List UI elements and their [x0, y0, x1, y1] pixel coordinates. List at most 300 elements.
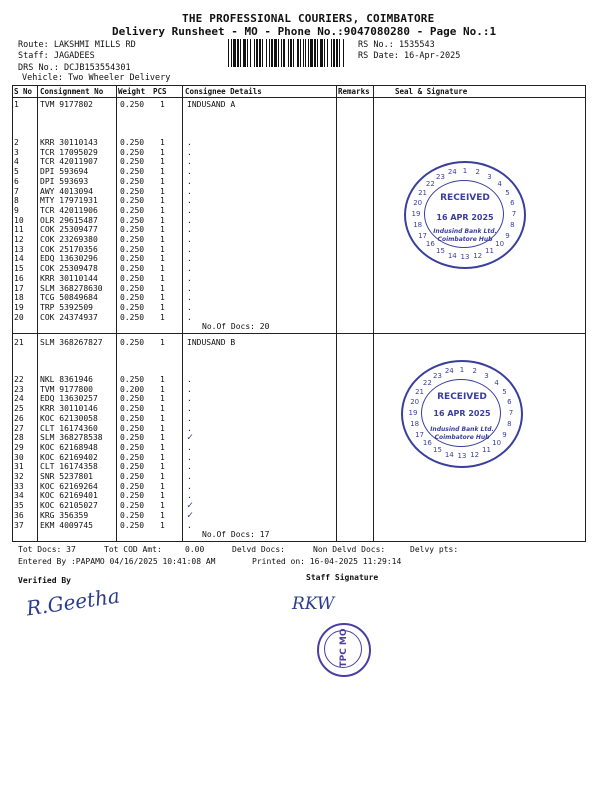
consignee-mark: .	[187, 225, 192, 235]
weight: 0.250	[120, 138, 145, 147]
sno: 2	[14, 138, 19, 147]
barcode-bar	[254, 39, 255, 67]
barcode-bar	[283, 39, 285, 67]
pcs: 1	[160, 264, 165, 274]
stamp-number: 23	[433, 371, 442, 380]
stamp-received: RECEIVED	[437, 392, 487, 402]
entered-by: Entered By :PAPAMO 04/16/2025 10:41:08 AM	[18, 557, 216, 566]
sno: 15	[14, 264, 24, 274]
pcs: 1	[160, 196, 165, 206]
consignee-mark: .	[187, 186, 192, 196]
stamp-hub: Coimbatore Hub	[434, 434, 490, 441]
pcs: 1	[160, 283, 165, 293]
consignee-mark: ✓	[187, 509, 194, 521]
weight: 0.250	[120, 302, 145, 312]
staff-signature-label: Staff Signature	[306, 573, 379, 582]
stamp-number: 22	[425, 179, 435, 188]
stamp-number: 7	[511, 210, 517, 218]
weight: 0.250	[120, 491, 145, 501]
sno: 35	[14, 501, 24, 511]
stamp-number: 18	[413, 221, 423, 230]
barcode-bar	[336, 39, 338, 67]
weight: 0.250	[120, 375, 145, 384]
sno: 18	[14, 293, 24, 303]
weight: 0.250	[120, 157, 145, 167]
consignment-no: OLR 29615487	[40, 215, 98, 225]
tot-docs: Tot Docs: 37	[18, 545, 76, 554]
weight: 0.250	[120, 244, 145, 254]
stamp-number: 9	[502, 430, 507, 439]
delvy-pts: Delvy pts:	[410, 545, 459, 554]
barcode-bar	[231, 39, 232, 67]
stamp-bank: Indusind Bank Ltd.	[430, 426, 494, 433]
weight: 0.250	[120, 273, 145, 283]
stamp-number: 19	[408, 409, 418, 417]
stamp-number: 21	[418, 188, 428, 197]
stamp-number: 21	[415, 387, 425, 396]
pcs: 1	[160, 442, 165, 452]
sno: 19	[14, 302, 24, 312]
stamp-number: 14	[447, 251, 457, 260]
header-pcs: PCS	[153, 87, 167, 96]
sno: 17	[14, 283, 24, 293]
weight: 0.250	[120, 147, 145, 157]
stamp-number: 19	[411, 210, 421, 218]
sno: 20	[14, 312, 24, 322]
route: Route: LAKSHMI MILLS RD	[18, 40, 136, 50]
consignee-mark: .	[187, 472, 192, 481]
consignee-mark: .	[187, 293, 192, 303]
weight: 0.250	[120, 205, 145, 215]
sno: 37	[14, 520, 24, 530]
weight: 0.250	[120, 452, 145, 462]
consignee-mark: .	[187, 273, 192, 283]
sno: 21	[14, 338, 24, 347]
stamp-number: 24	[447, 168, 457, 177]
weight: 0.250	[120, 442, 145, 452]
verified-by: Verified By	[18, 576, 71, 585]
col-rule	[585, 85, 586, 541]
consignment-no: EKM 4009745	[40, 520, 93, 530]
stamp-number: 13	[460, 253, 470, 261]
consignment-no: KOC 62105027	[40, 501, 98, 511]
sno: 12	[14, 235, 24, 244]
sno: 3	[14, 147, 19, 157]
stamp-number: 7	[508, 409, 514, 417]
verified-signature: R.Geetha	[24, 583, 122, 621]
consignment-no: NKL 8361946	[40, 375, 93, 384]
tpc-stamp	[317, 623, 371, 677]
consignee-mark: .	[187, 138, 192, 147]
weight: 0.250	[120, 186, 145, 196]
barcode-bar	[281, 39, 282, 67]
tot-cod-label: Tot COD Amt:	[104, 545, 162, 554]
consignee-mark: .	[187, 442, 192, 452]
consignment-no: TVM 9177800	[40, 384, 93, 394]
consignee-mark: .	[187, 215, 192, 225]
pcs: 1	[160, 338, 165, 347]
consignee-mark: .	[187, 462, 192, 472]
sno: 26	[14, 413, 24, 423]
sno: 23	[14, 384, 24, 394]
consignment-no: EDQ 13630257	[40, 394, 98, 404]
weight: 0.250	[120, 264, 145, 274]
sno: 6	[14, 176, 19, 186]
consignee-mark: .	[187, 384, 192, 394]
weight: 0.250	[120, 413, 145, 423]
rs-number: RS No.: 1535543	[358, 40, 435, 50]
consignee-mark: .	[187, 254, 192, 264]
sno: 28	[14, 433, 24, 443]
consignee-mark: .	[187, 235, 192, 244]
pcs: 1	[160, 404, 165, 414]
stamp-received: RECEIVED	[440, 193, 490, 203]
consignment-no: KOC 62169264	[40, 481, 98, 491]
barcode-bar	[333, 39, 335, 67]
weight: 0.250	[120, 235, 145, 244]
barcode-bar	[297, 39, 299, 67]
consignment-no: COK 24374937	[40, 312, 98, 322]
stamp-date: 16 APR 2025	[436, 213, 494, 222]
weight: 0.250	[120, 472, 145, 481]
table-top-rule	[12, 85, 586, 86]
vehicle: Vehicle: Two Wheeler Delivery	[22, 73, 171, 83]
consignment-no: KOC 62168948	[40, 442, 98, 452]
weight: 0.200	[120, 384, 145, 394]
stamp-number: 20	[410, 397, 420, 406]
pcs: 1	[160, 384, 165, 394]
stamp-number: 10	[495, 240, 505, 249]
pcs: 1	[160, 491, 165, 501]
consignee-mark: .	[187, 176, 192, 186]
barcode-bar	[310, 39, 313, 67]
header-remarks: Remarks	[338, 87, 370, 96]
pcs: 1	[160, 293, 165, 303]
barcode-bar	[327, 39, 328, 67]
sno: 11	[14, 225, 24, 235]
consignment-no: TCR 42011906	[40, 205, 98, 215]
consignee-mark: ✓	[187, 432, 194, 444]
stamp-number: 1	[462, 167, 468, 175]
stamp-number: 11	[482, 446, 491, 455]
consignment-no: KOC 62130058	[40, 413, 98, 423]
consignee-name: INDUSAND A	[187, 100, 236, 109]
drs-number: DRS No.: DCJB153554301	[18, 63, 131, 73]
stamp-number: 11	[485, 247, 494, 256]
consignment-no: KOC 62169402	[40, 452, 98, 462]
consignee-mark: .	[187, 394, 192, 404]
weight: 0.250	[120, 510, 145, 520]
stamp-number: 8	[507, 420, 512, 429]
consignee-mark: .	[187, 312, 192, 322]
sno: 13	[14, 244, 24, 254]
pcs: 1	[160, 244, 165, 254]
consignee-mark: .	[187, 205, 192, 215]
consignee-mark: .	[187, 167, 192, 177]
table-row	[14, 100, 19, 110]
header-weight: Weight	[118, 87, 146, 96]
stamp-number: 23	[436, 172, 445, 181]
sno: 24	[14, 394, 24, 404]
stamp-number: 12	[470, 450, 480, 459]
sno: 25	[14, 404, 24, 414]
sno: 8	[14, 196, 19, 206]
staff: Staff: JAGADEES	[18, 51, 95, 61]
barcode-bar	[324, 39, 325, 67]
header-sno: S No	[14, 87, 33, 96]
stamp-number: 6	[510, 198, 515, 207]
printed-on: Printed on: 16-04-2025 11:29:14	[252, 557, 402, 566]
stamp-number: 5	[502, 387, 507, 396]
consignee-mark: .	[187, 481, 192, 491]
stamp-number: 9	[505, 231, 510, 240]
col-rule	[182, 85, 183, 541]
consignment-no: COK 25170356	[40, 244, 98, 254]
weight: 0.250	[120, 520, 145, 530]
consignment-no: SLM 368267827	[40, 338, 103, 347]
barcode-bar	[259, 39, 261, 67]
consignment-no: TVM 9177802	[40, 100, 93, 109]
sno: 22	[14, 375, 24, 384]
header-seal: Seal & Signature	[395, 87, 468, 96]
sno: 31	[14, 462, 24, 472]
consignment-no: EDQ 13630296	[40, 254, 98, 264]
consignment-no: KRR 30110144	[40, 273, 98, 283]
weight: 0.250	[120, 196, 145, 206]
stamp-number: 12	[473, 251, 483, 260]
sno: 29	[14, 442, 24, 452]
stamp-number: 3	[484, 371, 489, 380]
barcode-bar	[256, 39, 258, 67]
barcode-bar	[269, 39, 270, 67]
barcode-bar	[247, 39, 248, 67]
barcode-bar	[243, 39, 246, 67]
header-consignee: Consignee Details	[185, 87, 262, 96]
barcode-bar	[266, 39, 267, 67]
pcs: 1	[160, 413, 165, 423]
pcs: 1	[160, 138, 165, 147]
consignment-no: CLT 16174358	[40, 462, 98, 472]
consignment-no: KRG 356359	[40, 510, 89, 520]
stamp-number: 16	[422, 439, 432, 448]
consignment-no: COK 25309478	[40, 264, 98, 274]
tot-cod-value: 0.00	[185, 545, 205, 554]
pcs: 1	[160, 147, 165, 157]
sno: 5	[14, 167, 19, 177]
stamp-number: 3	[487, 172, 492, 181]
stamp-number: 13	[457, 452, 467, 460]
stamp-number: 2	[475, 168, 480, 177]
barcode	[228, 39, 346, 67]
barcode-bar	[303, 39, 304, 67]
sno: 33	[14, 481, 24, 491]
sno: 4	[14, 157, 19, 167]
barcode-bar	[271, 39, 273, 67]
stamp-number: 20	[413, 198, 423, 207]
consignment-no: COK 25309477	[40, 225, 98, 235]
weight: 0.250	[120, 254, 145, 264]
weight: 0.250	[120, 433, 145, 443]
header-consignment: Consignment No	[40, 87, 104, 96]
consignee-mark: .	[187, 244, 192, 254]
pcs: 1	[160, 472, 165, 481]
stamp-number: 5	[505, 188, 510, 197]
barcode-bar	[288, 39, 289, 67]
pcs: 1	[160, 433, 165, 443]
col-rule	[12, 85, 13, 541]
stamp-hub: Coimbatore Hub	[437, 236, 493, 243]
consignee-mark: .	[187, 423, 192, 433]
weight: 0.250	[120, 501, 145, 511]
consignee-mark: .	[187, 196, 192, 206]
consignment-no: TCR 42011907	[40, 157, 98, 167]
weight: 0.250	[120, 423, 145, 433]
barcode-bar	[290, 39, 292, 67]
consignment-no: TRP 5392509	[40, 302, 93, 312]
stamp-number: 17	[418, 231, 428, 240]
stamp-number: 15	[436, 247, 445, 256]
stamp-number: 24	[444, 367, 454, 376]
consignee-name: INDUSAND B	[187, 338, 236, 347]
no-of-docs: No.Of Docs: 20	[202, 322, 270, 331]
pcs: 1	[160, 225, 165, 235]
consignee-mark: .	[187, 147, 192, 157]
rs-date: RS Date: 16-Apr-2025	[358, 51, 461, 61]
consignee-mark: .	[187, 520, 192, 530]
pcs: 1	[160, 501, 165, 511]
pcs: 1	[160, 302, 165, 312]
sno: 14	[14, 254, 24, 264]
col-rule	[37, 85, 38, 541]
delvd-docs: Delvd Docs:	[232, 545, 285, 554]
stamp-number: 17	[415, 430, 425, 439]
consignment-no: KRR 30110143	[40, 138, 98, 147]
barcode-bar	[250, 39, 251, 67]
col-rule	[336, 85, 337, 541]
col-rule	[116, 85, 117, 541]
sno: 1	[14, 100, 19, 109]
pcs: 1	[160, 235, 165, 244]
consignee-mark: .	[187, 375, 192, 384]
received-stamp	[401, 360, 523, 468]
weight: 0.250	[120, 462, 145, 472]
pcs: 1	[160, 452, 165, 462]
pcs: 1	[160, 520, 165, 530]
weight: 0.250	[120, 283, 145, 293]
group-separator	[12, 333, 586, 334]
runsheet-title: Delivery Runsheet - MO - Phone No.:9047080280 - Page No.:1	[112, 25, 497, 38]
barcode-bar	[274, 39, 277, 67]
stamp-number: 22	[422, 378, 432, 387]
barcode-bar	[308, 39, 309, 67]
consignment-no: CLT 16174360	[40, 423, 98, 433]
consignee-mark: ✓	[187, 500, 194, 512]
consignment-no: DPI 593694	[40, 167, 89, 177]
consignee-mark: .	[187, 302, 192, 312]
table-header-rule	[12, 97, 586, 98]
pcs: 1	[160, 394, 165, 404]
pcs: 1	[160, 462, 165, 472]
pcs: 1	[160, 254, 165, 264]
col-rule	[373, 85, 374, 541]
sno: 34	[14, 491, 24, 501]
sno: 16	[14, 273, 24, 283]
pcs: 1	[160, 186, 165, 196]
barcode-bar	[317, 39, 318, 67]
pcs: 1	[160, 100, 165, 109]
sno: 7	[14, 186, 19, 196]
pcs: 1	[160, 205, 165, 215]
consignee-mark: .	[187, 283, 192, 293]
barcode-bar	[228, 39, 229, 67]
stamp-number: 4	[494, 378, 499, 387]
received-stamp	[404, 161, 526, 269]
barcode-bar	[331, 39, 332, 67]
sno: 36	[14, 510, 24, 520]
weight: 0.250	[120, 312, 145, 322]
stamp-date: 16 APR 2025	[433, 409, 491, 418]
barcode-bar	[343, 39, 344, 67]
weight: 0.250	[120, 404, 145, 414]
weight: 0.250	[120, 293, 145, 303]
weight: 0.250	[120, 481, 145, 491]
weight: 0.250	[120, 215, 145, 225]
barcode-bar	[300, 39, 301, 67]
pcs: 1	[160, 312, 165, 322]
pcs: 1	[160, 481, 165, 491]
weight: 0.250	[120, 100, 145, 109]
weight: 0.250	[120, 167, 145, 177]
staff-signature: RKW	[292, 594, 335, 614]
sno: 9	[14, 205, 19, 215]
pcs: 1	[160, 273, 165, 283]
consignment-no: SLM 368278538	[40, 433, 103, 443]
stamp-number: 14	[444, 450, 454, 459]
barcode-bar	[278, 39, 279, 67]
consignee-mark: .	[187, 413, 192, 423]
pcs: 1	[160, 510, 165, 520]
stamp-number: 18	[410, 420, 420, 429]
weight: 0.250	[120, 394, 145, 404]
barcode-bar	[339, 39, 340, 67]
stamp-number: 2	[472, 367, 477, 376]
sno: 32	[14, 472, 24, 481]
pcs: 1	[160, 423, 165, 433]
sno: 30	[14, 452, 24, 462]
non-delvd-docs: Non Delvd Docs:	[313, 545, 386, 554]
consignee-mark: .	[187, 452, 192, 462]
consignee-mark: .	[187, 157, 192, 167]
no-of-docs: No.Of Docs: 17	[202, 530, 270, 539]
stamp-number: 1	[459, 366, 465, 374]
consignment-no: SLM 368278630	[40, 283, 103, 293]
company-title: THE PROFESSIONAL COURIERS, COIMBATORE	[182, 12, 435, 25]
consignee-mark: .	[187, 264, 192, 274]
barcode-bar	[233, 39, 236, 67]
stamp-number: 8	[510, 221, 515, 230]
weight: 0.250	[120, 338, 145, 347]
consignment-no: KRR 30110146	[40, 404, 98, 414]
stamp-number: 15	[433, 446, 442, 455]
barcode-bar	[320, 39, 323, 67]
barcode-bar	[262, 39, 263, 67]
stamp-number: 6	[507, 397, 512, 406]
consignment-no: SNR 5237801	[40, 472, 93, 481]
pcs: 1	[160, 215, 165, 225]
tpc-stamp-text: TPC MO	[339, 628, 349, 668]
stamp-number: 16	[425, 240, 435, 249]
pcs: 1	[160, 157, 165, 167]
